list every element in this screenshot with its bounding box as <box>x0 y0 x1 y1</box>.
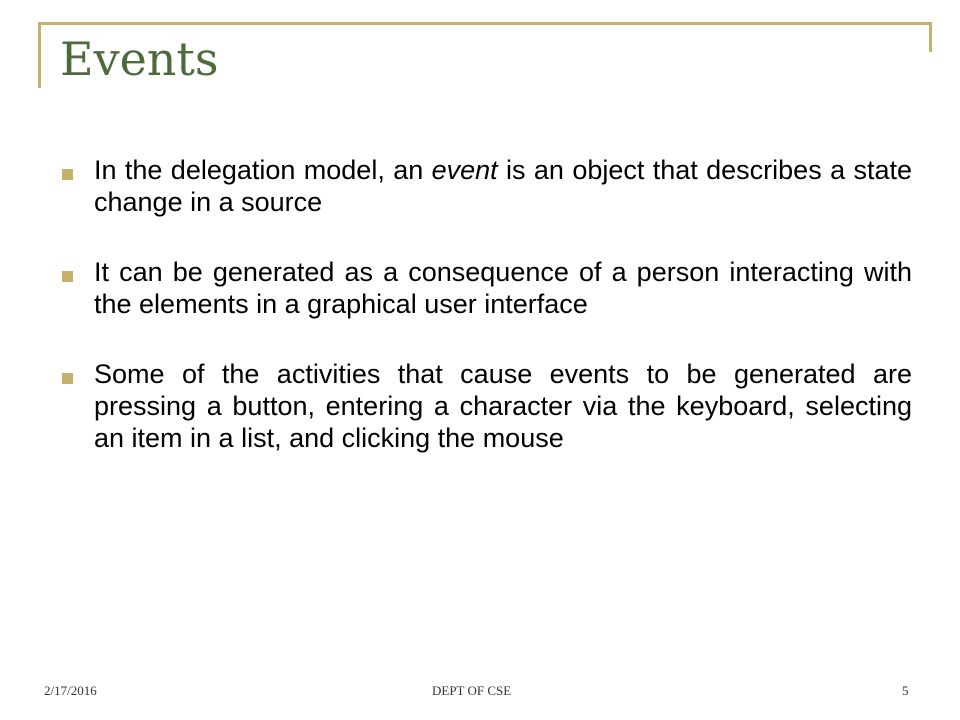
emphasized-term: event <box>431 155 498 185</box>
bullet-text-run: In the delegation model, an <box>94 155 432 185</box>
bullet-text <box>94 358 912 454</box>
bullet-text <box>94 256 912 320</box>
bullet-text-run: It can be generated as a consequence of a person interacting with the elements in a graphical user interface <box>94 257 912 319</box>
bullet-item <box>60 358 912 454</box>
bullet-list <box>60 154 912 492</box>
bullet-item <box>60 154 912 218</box>
bullet-text-run: Some of the activities that cause events to be generated are pressing a button, entering a character via the keyboard, selecting an item in a list, and clicking the mouse <box>94 359 912 453</box>
frame-right-line <box>929 22 932 52</box>
frame-left-line <box>38 22 41 88</box>
bullet-square-icon <box>62 271 73 282</box>
bullet-square-icon <box>62 169 73 180</box>
bullet-square-icon <box>62 373 73 384</box>
bullet-text-run: is an object that describes a state change in a source <box>94 155 912 217</box>
frame-top-line <box>38 22 932 25</box>
footer-date: 2/17/2016 <box>44 683 97 698</box>
bullet-text <box>94 154 912 218</box>
footer-page-number: 5 <box>902 683 909 698</box>
slide-title: Events <box>60 32 219 86</box>
footer-department: DEPT OF CSE <box>432 683 512 698</box>
bullet-item <box>60 256 912 320</box>
